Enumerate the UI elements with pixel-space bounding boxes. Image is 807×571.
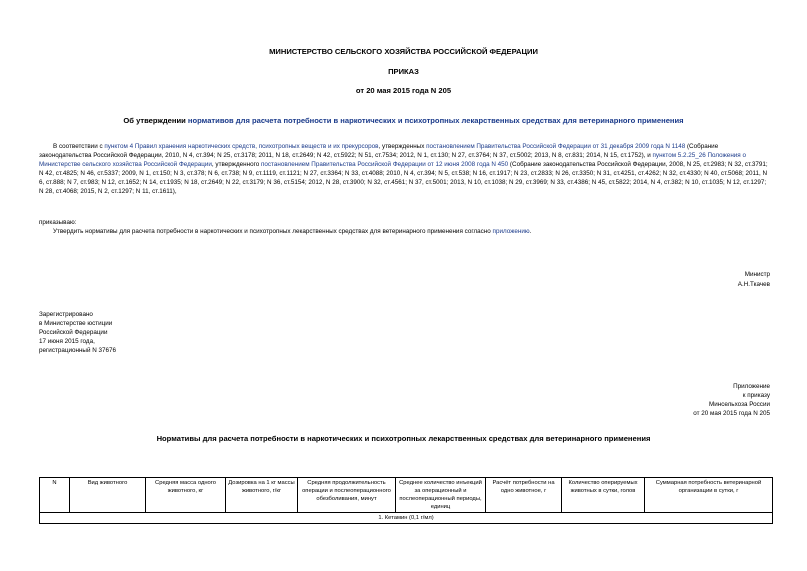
appendix-line: Минсельхоза России: [708, 401, 770, 408]
preamble-mid1: , утвержденных: [378, 143, 427, 150]
link-appendix[interactable]: приложению: [492, 228, 530, 235]
title-prefix: Об утверждении: [123, 116, 188, 125]
registration-line: Российской Федерации: [39, 329, 108, 336]
link-ministry-regulation[interactable]: пунктом 5.2.25_26 Положения о Министерстве сельского хозяйства Российской Федерации: [39, 152, 746, 168]
header-animals-per-day: Количество оперируемых животных в сутки, голов: [562, 478, 645, 513]
preamble-tail: (Собрание законодательства Российской Федерации, 2008, N 25, ст.2983; N 32, ст.3791; N 42, ст.4825; N 46, ст.5337; 2009, N 1, ст.150; N 3, ст.378; N 6, ст.738; N 9, ст.1119, ст.1121; N 27, ст.3364; N 33, ст.4088; 2010, N 4, ст.394; N 5, ст.538; N 16, ст.1917; N 23, ст.2833; N 26, ст.3350; N 31, ст.4251, ст.4262; N 32, ст.4330; N 40, ст.5068; 2011, N 6, ст.888; N 7, ст.983; N 12, ст.1652; N 14, ст.1935; N 18, ст.2649; N 22, ст.3179; N 36, ст.5154; 2012, N 28, ст.3900; N 32, ст.4561; N 37, ст.5001; 2013, N 10, ст.1038; N 29, ст.3969; N 33, ст.4386; N 45, ст.5822; 2014, N 4, ст.382; N 10, ст.1035; N 12, ст.1297; N 28, ст.4068; 2015, N 2, ст.1297; N 11, ст.1611),: [39, 161, 768, 195]
approval-paragraph: [39, 227, 771, 236]
link-storage-rules[interactable]: пунктом 4 Правил хранения наркотических средств, психотропных веществ и их прекурсоров: [104, 143, 379, 150]
table-section-row: [40, 513, 773, 524]
appendix-block: [560, 382, 770, 418]
title-link[interactable]: нормативов для расчета потребности в наркотических и психотропных лекарственных средствах для ветеринарного применения: [187, 116, 684, 125]
header-number: N: [40, 478, 70, 513]
approval-text: Утвердить нормативы для расчета потребности в наркотических и психотропных лекарственных средствах для ветеринарного применения согласно: [53, 228, 493, 235]
header-average-mass: Средняя масса одного животного, кг: [146, 478, 226, 513]
registration-line: Зарегистрировано: [39, 311, 93, 318]
document-title: [40, 116, 767, 125]
registration-line: 17 июня 2015 года,: [39, 338, 95, 345]
signature-title: Министр: [744, 271, 770, 278]
appendix-line: Приложение: [733, 383, 770, 390]
appendix-line: к приказу: [742, 392, 770, 399]
order-word: приказываю:: [39, 219, 77, 226]
document-date-number: от 20 мая 2015 года N 205: [355, 86, 452, 95]
appendix-line: от 20 мая 2015 года N 205: [693, 410, 770, 417]
preamble-mid2: (Собрание законодательства Российской Федерации, 2010, N 4, ст.394; N 25, ст.3178; 2011, N 18, ст.2649; N 42, ст.5922; N 51, ст.7534; 2012, N 1, ст.130; N 27, ст.3764; N 37, ст.5002; 2013, N 8, ст.831; 2014, N 15, ст.1752), и: [39, 143, 719, 159]
norms-title: Нормативы для расчета потребности в наркотических и психотропных лекарственных средствах для ветеринарного применения: [156, 434, 651, 443]
header-total-need: Суммарная потребность ветеринарной организации в сутки, г: [645, 478, 773, 513]
link-government-decree-450[interactable]: постановлением Правительства Российской Федерации от 12 июня 2008 года N 450: [261, 161, 509, 168]
header-injection-count: Среднее количество инъекций за операционный и послеоперационный периоды, единиц: [396, 478, 486, 513]
preamble-paragraph: [39, 142, 771, 196]
norms-table: [39, 477, 773, 524]
preamble-mid3: , утвержденного: [211, 161, 261, 168]
table-header-row: [40, 478, 773, 513]
section-ketamine: 1. Кетамин (0,1 г/мл): [40, 513, 773, 524]
header-need-per-animal: Расчёт потребности на одно животное, г: [486, 478, 562, 513]
link-government-decree-1148[interactable]: постановлением Правительства Российской Федерации от 31 декабря 2009 года N 1148: [426, 143, 686, 150]
preamble-lead: В соответствии с: [53, 143, 105, 150]
registration-block: [39, 310, 259, 355]
ministry-name: МИНИСТЕРСТВО СЕЛЬСКОГО ХОЗЯЙСТВА РОССИЙСКОЙ ФЕДЕРАЦИИ: [269, 47, 538, 56]
registration-line: регистрационный N 37676: [39, 347, 117, 354]
registration-line: в Министерстве юстиции: [39, 320, 113, 327]
header-operation-duration: Средняя продолжительность операции и послеоперационного обезболивания, минут: [298, 478, 396, 513]
header-dosage: Дозировка на 1 кг массы животного, г/кг: [226, 478, 298, 513]
approval-end: .: [529, 228, 532, 235]
header-animal-type: Вид животного: [70, 478, 146, 513]
signature-name: А.Н.Ткачев: [737, 281, 770, 288]
document-type: ПРИКАЗ: [388, 67, 419, 76]
